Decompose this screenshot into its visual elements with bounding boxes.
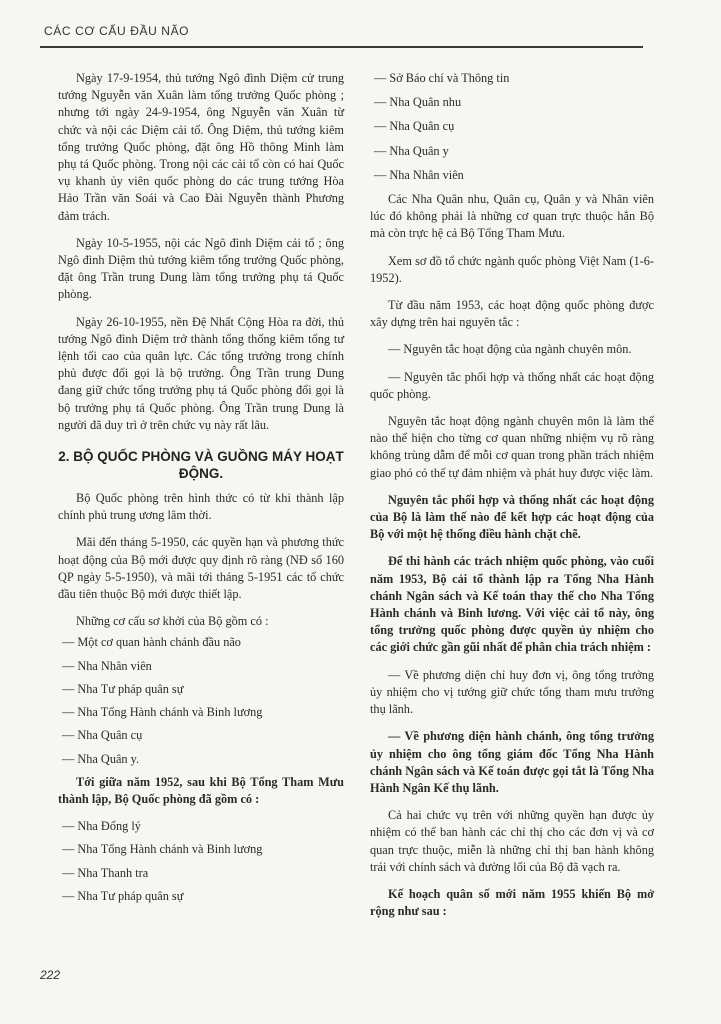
paragraph: Ngày 26-10-1955, nền Đệ Nhất Cộng Hòa ra đời, thủ tướng Ngô đình Diệm trở thành tổng thống kiêm tổng tư lệnh tối cao của quân lực. Các tổng trưởng trong chính phủ được đổi gọi là bộ trưởng. Ông Trần trung Dung đang giữ chức tổng trưởng phụ tá Quốc phòng đổi gọi là bộ trưởng phụ tá Quốc phòng. Ông Trần trung Dung là người đã duy trì ở trên chức vụ này rất lâu. bbox=[58, 314, 344, 432]
list-item: — Một cơ quan hành chánh đầu não bbox=[62, 635, 241, 650]
page-number: 222 bbox=[40, 968, 61, 982]
paragraph: Cả hai chức vụ trên với những quyền hạn được ủy nhiệm có thể ban hành các chỉ thị cho các đơn vị và cơ quan trực thuộc, miễn là những chỉ thị ban hành không trái với chính sách và đường lối của Bộ đã vạch ra. bbox=[370, 808, 654, 874]
right-column bbox=[370, 70, 654, 930]
list-item: — Nha Tư pháp quân sự bbox=[62, 681, 184, 696]
paragraph: Mãi đến tháng 5-1950, các quyền hạn và phương thức hoạt động của Bộ mới được quy định rõ ràng (NĐ số 160 QP ngày 5-5-1950), và mãi tới tháng 5-1951 các tổ chức đầu tiên thuộc Bộ mới được thiết lập. bbox=[58, 535, 344, 602]
paragraph: Kế hoạch quân số mới năm 1955 khiến Bộ mở rộng như sau : bbox=[370, 886, 654, 919]
section-heading: 2. BỘ QUỐC PHÒNG VÀ GUỒNG MÁY HOẠT ĐỘNG. bbox=[58, 449, 344, 482]
paragraph: Từ đầu năm 1953, các hoạt động quốc phòng được xây dựng trên hai nguyên tắc : bbox=[370, 298, 654, 330]
paragraph: Những cơ cấu sơ khởi của Bộ gồm có : bbox=[76, 614, 269, 629]
list-item: — Nha Quân cụ bbox=[62, 728, 143, 743]
paragraph: — Về phương diện hành chánh, ông tổng trưởng ủy nhiệm cho ông tổng giám đốc Tổng Nha Hành chánh Ngân sách và Kế toán được gọi tắt là Tổng Nha Hành Ngân Kế thụ lãnh. bbox=[370, 729, 654, 795]
paragraph: Xem sơ đồ tổ chức ngành quốc phòng Việt Nam (1-6-1952). bbox=[370, 253, 654, 285]
list-item: — Nha Quân nhu bbox=[374, 95, 462, 110]
paragraph: Nguyên tắc hoạt động ngành chuyên môn là làm thế nào thể hiện cho từng cơ quan những nhiệm vụ rõ ràng không trùng dẫm để mỗi cơ quan trong phần trách nhiệm giao phó có thể tự đảm nhiệm và phát huy được việc làm. bbox=[370, 414, 654, 480]
paragraph: Nguyên tắc phối hợp và thống nhất các hoạt động của Bộ là làm thế nào để kết hợp các hoạt động của Bộ với một hệ thống điều hành chặt chẽ. bbox=[370, 492, 654, 542]
paragraph: Bộ Quốc phòng trên hình thức có từ khi thành lập chính phủ trung ương lâm thời. bbox=[58, 491, 344, 523]
header-rule bbox=[40, 46, 643, 48]
paragraph: Để thi hành các trách nhiệm quốc phòng, vào cuối năm 1953, Bộ cải tổ thành lập ra Tổng Nha Hành chánh Ngân sách và Kế toán thay thế cho Nha Tổng Hành chánh và Binh lương. Với việc cải tổ này, ông tổng trưởng quốc phòng được quyền ủy nhiệm cho các giới chức gần gũi nhất để phân chia trách nhiệm : bbox=[370, 554, 654, 655]
left-column bbox=[58, 70, 344, 911]
list-item: — Sở Báo chí và Thông tin bbox=[374, 71, 510, 85]
organ-list-1952 bbox=[58, 818, 344, 905]
running-header: CÁC CƠ CẤU ĐẦU NÃO bbox=[44, 24, 190, 38]
organ-list-continued bbox=[370, 70, 654, 184]
list-item: — Nha Nhân viên bbox=[62, 658, 152, 673]
paragraph: Các Nha Quân nhu, Quân cụ, Quân y và Nhân viên lúc đó không phải là những cơ quan trực thuộc hẳn Bộ mà còn trực hệ cả Bộ Tổng Tham Mưu. bbox=[370, 192, 654, 241]
paragraph: — Nguyên tắc phối hợp và thống nhất các hoạt động quốc phòng. bbox=[370, 369, 654, 401]
list-item: — Nha Quân y bbox=[374, 143, 449, 158]
list-item: — Nha Tổng Hành chánh và Binh lương bbox=[62, 705, 263, 720]
paragraph: — Về phương diện chỉ huy đơn vị, ông tổng trưởng ủy nhiệm cho vị tướng giữ chức tổng tham mưu trưởng thụ lãnh. bbox=[370, 667, 654, 717]
list-item: — Nha Nhân viên bbox=[374, 167, 464, 182]
paragraph: Ngày 17-9-1954, thủ tướng Ngô đình Diệm cử trung tướng Nguyễn văn Xuân làm tổng trưởng Quốc phòng ; nhưng tới ngày 24-9-1954, ông Nguyễn văn Xuân từ chức và nội các Diệm cải tổ. Ông Diệm, thủ tướng kiêm tổng trưởng Quốc phòng, đặt ông Hồ thông Minh làm phụ tá Quốc phòng. Trong nội các cải tổ còn có hai Quốc vụ khanh ủy viên quốc phòng do các trung tướng Hòa Hảo Trần văn Soái và Cao Đài Nguyễn thành Phương đảm trách. bbox=[58, 71, 344, 223]
list-item: — Nha Quân y. bbox=[62, 751, 140, 766]
paragraph: — Nguyên tắc hoạt động của ngành chuyên môn. bbox=[388, 342, 632, 357]
paragraph: Ngày 10-5-1955, nội các Ngô đình Diệm cải tổ ; ông Ngô đình Diệm thủ tướng kiêm tổng trưởng Quốc phòng, đặt ông Trần trung Dung làm tổng trưởng phụ tá Quốc phòng. bbox=[58, 235, 344, 302]
organ-list bbox=[58, 634, 344, 767]
list-item: — Nha Đổng lý bbox=[62, 819, 141, 834]
list-item: — Nha Tổng Hành chánh và Binh lương bbox=[62, 842, 263, 857]
list-item: — Nha Quân cụ bbox=[374, 119, 455, 134]
list-item: — Nha Tư pháp quân sự bbox=[62, 888, 184, 903]
list-item: — Nha Thanh tra bbox=[62, 865, 149, 880]
paragraph: Tới giữa năm 1952, sau khi Bộ Tổng Tham Mưu thành lập, Bộ Quốc phòng đã gồm có : bbox=[58, 774, 344, 806]
